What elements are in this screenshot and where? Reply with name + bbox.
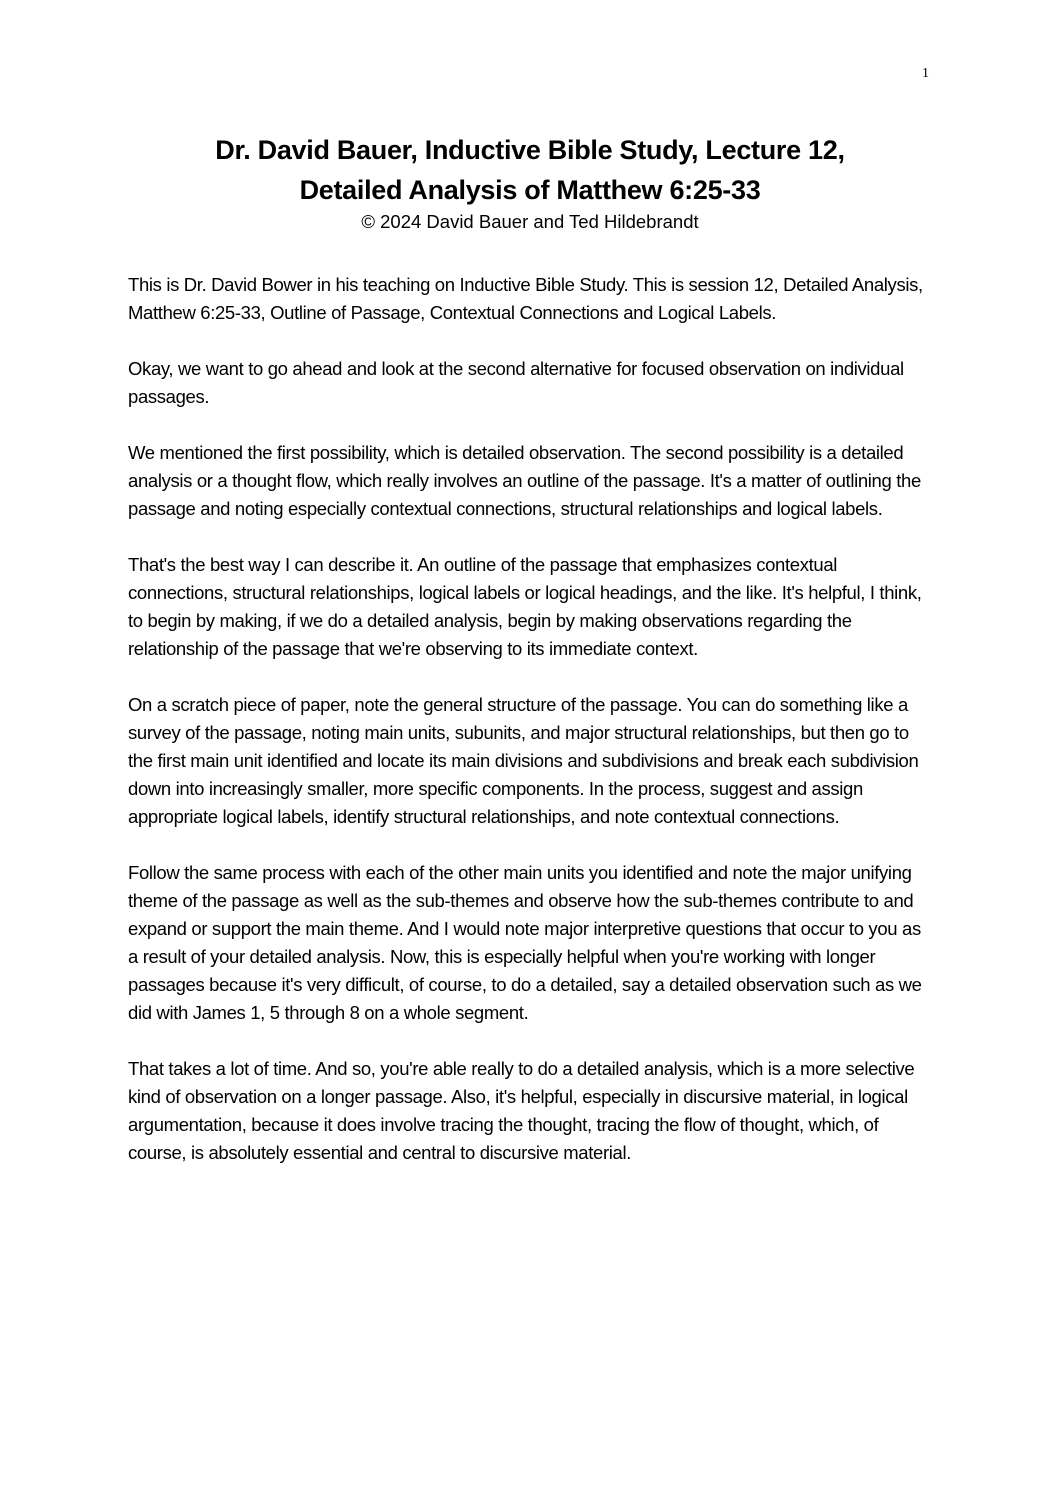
document-body bbox=[128, 271, 933, 1195]
paragraph: On a scratch piece of paper, note the general structure of the passage. You can do something like a survey of the passage, noting main units, subunits, and major structural relationships, but then go to the first main unit identified and locate its main divisions and subdivisions and break each subdivision down into increasingly smaller, more specific components. In the process, suggest and assign appropriate logical labels, identify structural relationships, and note contextual connections. bbox=[128, 694, 919, 827]
copyright-notice: © 2024 David Bauer and Ted Hildebrandt bbox=[361, 211, 699, 232]
paragraph: That's the best way I can describe it. An outline of the passage that emphasizes contextual connections, structural relationships, logical labels or logical headings, and the like. It's helpful, I think, to begin by making, if we do a detailed analysis, begin by making observations regarding the relationship of the passage that we're observing to its immediate context. bbox=[128, 554, 922, 659]
paragraph: That takes a lot of time. And so, you're able really to do a detailed analysis, which is a more selective kind of observation on a longer passage. Also, it's helpful, especially in discursive material, in logical argumentation, because it does involve tracing the thought, tracing the flow of thought, which, of course, is absolutely essential and central to discursive material. bbox=[128, 1058, 915, 1163]
document-title-line-1: Dr. David Bauer, Inductive Bible Study, Lecture 12, bbox=[215, 135, 845, 165]
document-title-line-2: Detailed Analysis of Matthew 6:25-33 bbox=[299, 175, 761, 205]
title-block bbox=[100, 130, 960, 234]
paragraph: This is Dr. David Bower in his teaching on Inductive Bible Study. This is session 12, Detailed Analysis, Matthew 6:25-33, Outline of Passage, Contextual Connections and Logical Labels. bbox=[128, 274, 923, 323]
paragraph: Follow the same process with each of the other main units you identified and note the major unifying theme of the passage as well as the sub-themes and observe how the sub-themes contribute to and expand or support the main theme. And I would note major interpretive questions that occur to you as a result of your detailed analysis. Now, this is especially helpful when you're working with longer passages because it's very difficult, of course, to do a detailed, say a detailed observation such as we did with James 1, 5 through 8 on a whole segment. bbox=[128, 862, 922, 1023]
paragraph: We mentioned the first possibility, which is detailed observation. The second possibility is a detailed analysis or a thought flow, which really involves an outline of the passage. It's a matter of outlining the passage and noting especially contextual connections, structural relationships and logical labels. bbox=[128, 442, 921, 519]
page-number: 1 bbox=[922, 66, 929, 81]
paragraph: Okay, we want to go ahead and look at the second alternative for focused observation on individual passages. bbox=[128, 358, 904, 407]
